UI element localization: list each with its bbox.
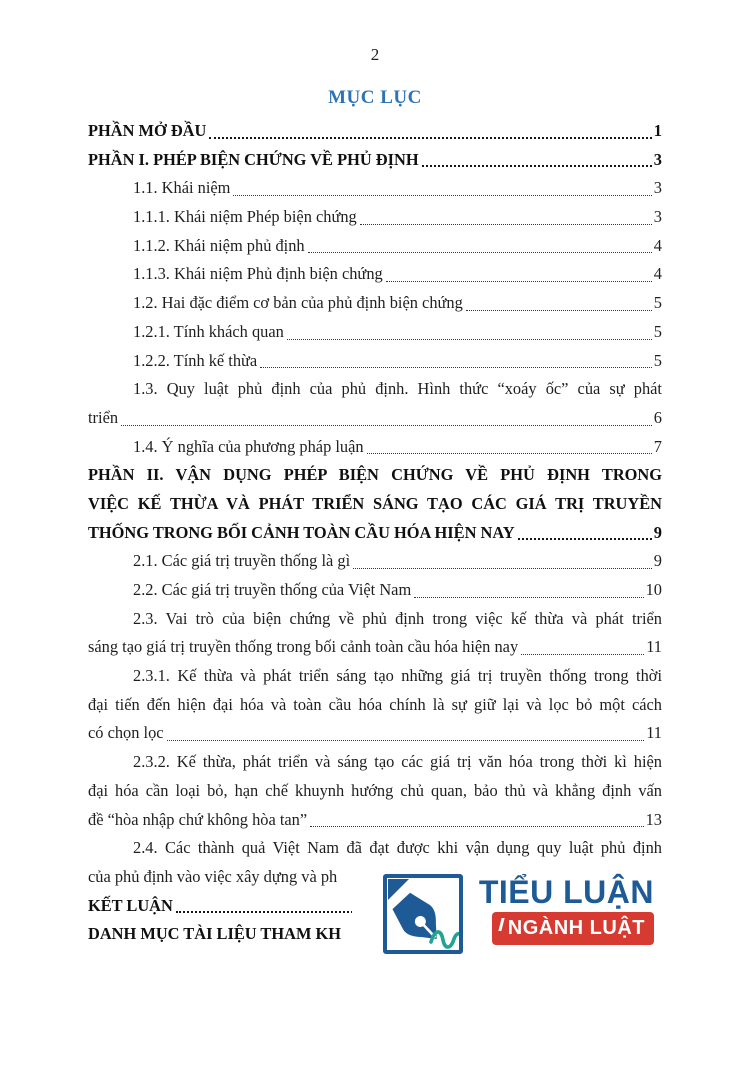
toc-entry-text: 2.3.2. Kế thừa, phát triển và sáng tạo các giá trị văn hóa trong thời kì hiện — [133, 752, 662, 772]
toc-entry-line — [88, 117, 662, 146]
toc-entry-text: có chọn lọc — [88, 723, 164, 743]
toc-entry-text: DANH MỤC TÀI LIỆU THAM KH — [88, 924, 342, 944]
toc-entry-text: triển — [88, 407, 119, 427]
toc-entry-line — [88, 146, 662, 175]
toc-entry-text: 1.1. Khái niệm — [133, 178, 231, 198]
toc-entry-text: 2.1. Các giá trị truyền thống là gì — [133, 551, 351, 571]
dot-leader — [360, 224, 652, 225]
toc-entry-text: 2.4. Các thành quả Việt Nam đã đạt được khi vận dụng quy luật phủ định — [133, 838, 662, 858]
toc-entry-line — [88, 605, 662, 634]
toc-entry-text: của phủ định vào việc xây dựng và ph — [88, 866, 338, 886]
dot-leader — [367, 453, 652, 454]
toc-entry-text: sáng tạo giá trị truyền thống trong bối cảnh toàn cầu hóa hiện nay — [88, 637, 519, 657]
toc-entry-text: đại tiến đến hiện đại hóa và toàn cầu hóa chính là sự giữ lại và lọc bỏ một cách — [88, 694, 662, 714]
toc-entry-text: PHẦN II. VẬN DỤNG PHÉP BIỆN CHỨNG VỀ PHỦ ĐỊNH TRONG — [88, 465, 662, 485]
toc-page-number: 3 — [653, 207, 662, 227]
toc-entry-line — [88, 519, 662, 548]
toc-entry-line — [88, 633, 662, 662]
dot-leader — [521, 654, 644, 655]
toc-entry-text: 2.3. Vai trò của biện chứng về phủ định trong việc kế thừa và phát triển — [133, 608, 662, 628]
toc-entry-text: đề “hòa nhập chứ không hòa tan” — [88, 809, 308, 829]
page-number: 2 — [370, 45, 380, 64]
dot-leader — [518, 538, 652, 540]
toc-entry-text: 1.2.2. Tính kế thừa — [133, 350, 258, 370]
toc-entry-line — [88, 232, 662, 261]
toc-entry-text: PHẦN MỞ ĐẦU — [88, 121, 207, 140]
logo-title: TIỂU LUẬN — [478, 874, 654, 910]
toc-entry-line — [88, 260, 662, 289]
toc-entry-line — [88, 777, 662, 806]
toc-page-number: 7 — [653, 436, 662, 456]
dot-leader — [167, 740, 645, 741]
toc-entry-line — [88, 404, 662, 433]
toc-entry-text: PHẦN I. PHÉP BIỆN CHỨNG VỀ PHỦ ĐỊNH — [88, 149, 419, 169]
toc-page-number: 6 — [653, 407, 662, 427]
toc-entry-line — [88, 375, 662, 404]
toc-page-number: 4 — [653, 235, 662, 255]
toc-entry-text: 1.4. Ý nghĩa của phương pháp luận — [133, 436, 364, 456]
toc-entry-text: VIỆC KẾ THỪA VÀ PHÁT TRIỂN SÁNG TẠO CÁC GIÁ TRỊ TRUYỀN — [88, 493, 662, 513]
toc-entry-text: 1.1.1. Khái niệm Phép biện chứng — [133, 207, 357, 227]
toc-page-number: 3 — [653, 178, 662, 198]
toc-entry-text: 1.3. Quy luật phủ định của phủ định. Hình thức “xoáy ốc” của sự phát — [133, 379, 662, 399]
toc-entry-text: 1.1.2. Khái niệm phủ định — [133, 235, 305, 255]
dot-leader — [287, 339, 652, 340]
dot-leader — [386, 281, 652, 282]
toc-page-number: 5 — [653, 321, 662, 341]
dot-leader — [121, 425, 652, 426]
toc-page-number: 11 — [646, 723, 662, 743]
dot-leader — [260, 367, 652, 368]
toc-entry-line — [88, 433, 662, 462]
dot-leader — [466, 310, 652, 311]
toc-page-number: 5 — [653, 293, 662, 313]
fountain-pen-icon-drawing — [387, 878, 459, 950]
toc-entry-text: KẾT LUẬN — [88, 895, 173, 915]
toc-entry-line — [88, 174, 662, 203]
toc-entry-line — [88, 490, 662, 519]
tieu-luan-logo — [352, 866, 664, 962]
toc-entry-line — [88, 318, 662, 347]
toc-page-number: 10 — [645, 580, 662, 599]
toc-entry-line — [88, 576, 662, 605]
toc-entry-line — [88, 748, 662, 777]
dot-leader — [310, 826, 643, 827]
dot-leader — [233, 195, 651, 196]
dot-leader — [422, 165, 652, 167]
toc-page-number: 11 — [646, 637, 662, 657]
toc-entry-line — [88, 662, 662, 691]
toc-entry-line — [88, 289, 662, 318]
dot-leader — [414, 597, 643, 598]
toc-page-number: 5 — [653, 350, 662, 370]
logo-badge: NGÀNH LUẬT — [492, 912, 654, 945]
toc-entry-text: 2.2. Các giá trị truyền thống của Việt Nam — [133, 580, 412, 599]
toc-page-number: 13 — [645, 809, 662, 829]
toc-entry-line — [88, 203, 662, 232]
toc-page-number: 3 — [653, 149, 662, 169]
dot-leader — [353, 568, 652, 569]
toc — [88, 117, 662, 949]
toc-entry-line — [88, 461, 662, 490]
dot-leader — [209, 137, 651, 139]
page-title: MỤC LỤC — [328, 87, 422, 108]
toc-entry-text: đại hóa cần loại bỏ, hạn chế khuynh hướng chủ quan, bảo thủ và khẳng định vấn — [88, 780, 662, 800]
toc-entry-line — [88, 834, 662, 863]
toc-entry-line — [88, 806, 662, 835]
toc-page-number: 4 — [653, 264, 662, 284]
toc-entry-line — [88, 347, 662, 376]
logo-text — [479, 874, 654, 945]
dot-leader — [308, 252, 652, 253]
toc-entry-line — [88, 547, 662, 576]
toc-entry-text: THỐNG TRONG BỐI CẢNH TOÀN CẦU HÓA HIỆN NAY — [88, 522, 515, 542]
toc-entry-text: 1.2.1. Tính khách quan — [133, 321, 284, 341]
toc-entry-text: 1.1.3. Khái niệm Phủ định biện chứng — [133, 264, 383, 284]
toc-entry-line — [88, 719, 662, 748]
toc-entry-text: 1.2. Hai đặc điểm cơ bản của phủ định biện chứng — [133, 293, 463, 313]
toc-page-number: 9 — [653, 522, 662, 542]
toc-entry-text: 2.3.1. Kế thừa và phát triển sáng tạo những giá trị truyền thống trong thời — [133, 666, 662, 686]
toc-page-number: 9 — [653, 551, 662, 571]
toc-page-number: 1 — [653, 121, 662, 140]
toc-entry-line — [88, 691, 662, 720]
fountain-pen-icon — [383, 874, 463, 954]
